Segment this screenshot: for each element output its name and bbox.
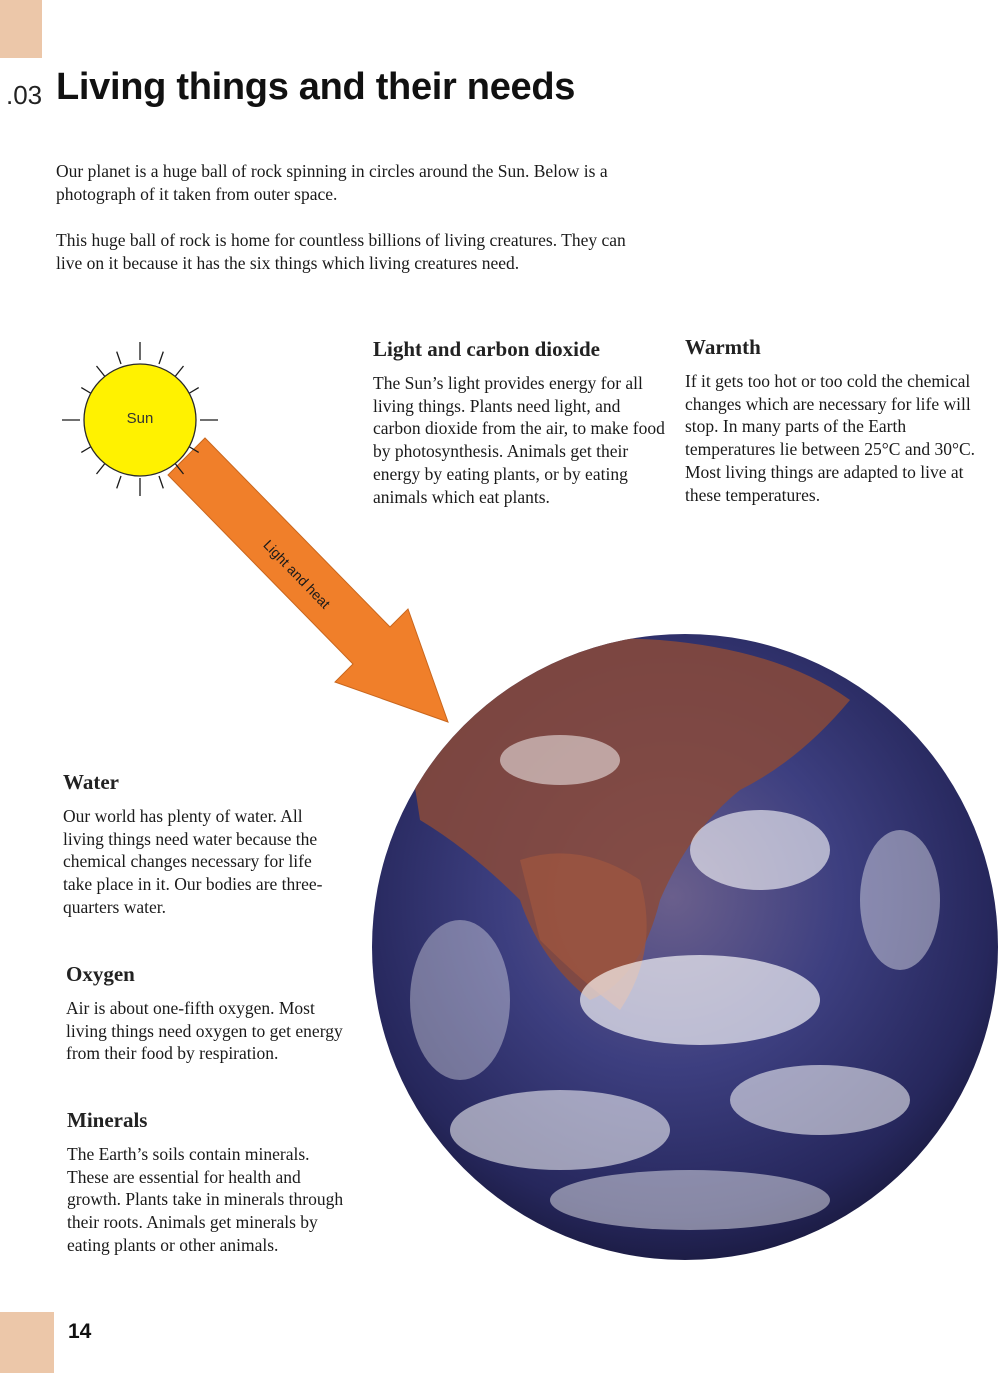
- water-heading: Water: [63, 770, 119, 794]
- warmth-text: If it gets too hot or too cold the chemical changes which are necessary for life will stop. In many parts of the Earth temperatures lie between 25°C and 30°C. Most living things are adapted to live at these temperatures.: [685, 371, 976, 505]
- oxygen-text: Air is about one-fifth oxygen. Most living things need oxygen to get energy from their food by respiration.: [66, 998, 343, 1064]
- section-number: .03: [6, 80, 43, 110]
- light-text: The Sun’s light provides energy for all living things. Plants need light, and carbon dioxide from the air, to make food by photosynthesis. Animals get their energy by eating plants, or by eating animals which eat plants.: [373, 373, 665, 507]
- earth-image: [372, 634, 998, 1260]
- warmth-heading: Warmth: [685, 335, 761, 359]
- page-tab-bottom: [0, 1312, 54, 1373]
- oxygen-heading: Oxygen: [66, 962, 135, 986]
- minerals-heading: Minerals: [67, 1108, 148, 1132]
- intro-paragraph-2: This huge ball of rock is home for countless billions of living creatures. They can live on it because it has the six things which living creatures need.: [56, 230, 626, 273]
- minerals-text: The Earth’s soils contain minerals. These are essential for health and growth. Plants take in minerals through their roots. Animals get minerals by eating plants or other animals.: [67, 1144, 344, 1255]
- intro-paragraph-1: Our planet is a huge ball of rock spinning in circles around the Sun. Below is a photograph of it taken from outer space.: [56, 161, 608, 204]
- sun-label: Sun: [126, 409, 154, 427]
- light-heading: Light and carbon dioxide: [373, 337, 600, 361]
- water-text: Our world has plenty of water. All living things need water because the chemical changes necessary for life take place in it. Our bodies are three-quarters water.: [63, 806, 323, 917]
- page-title: Living things and their needs: [56, 66, 576, 108]
- arrow-label: Light and heat: [260, 536, 334, 612]
- page-number: 14: [68, 1320, 92, 1343]
